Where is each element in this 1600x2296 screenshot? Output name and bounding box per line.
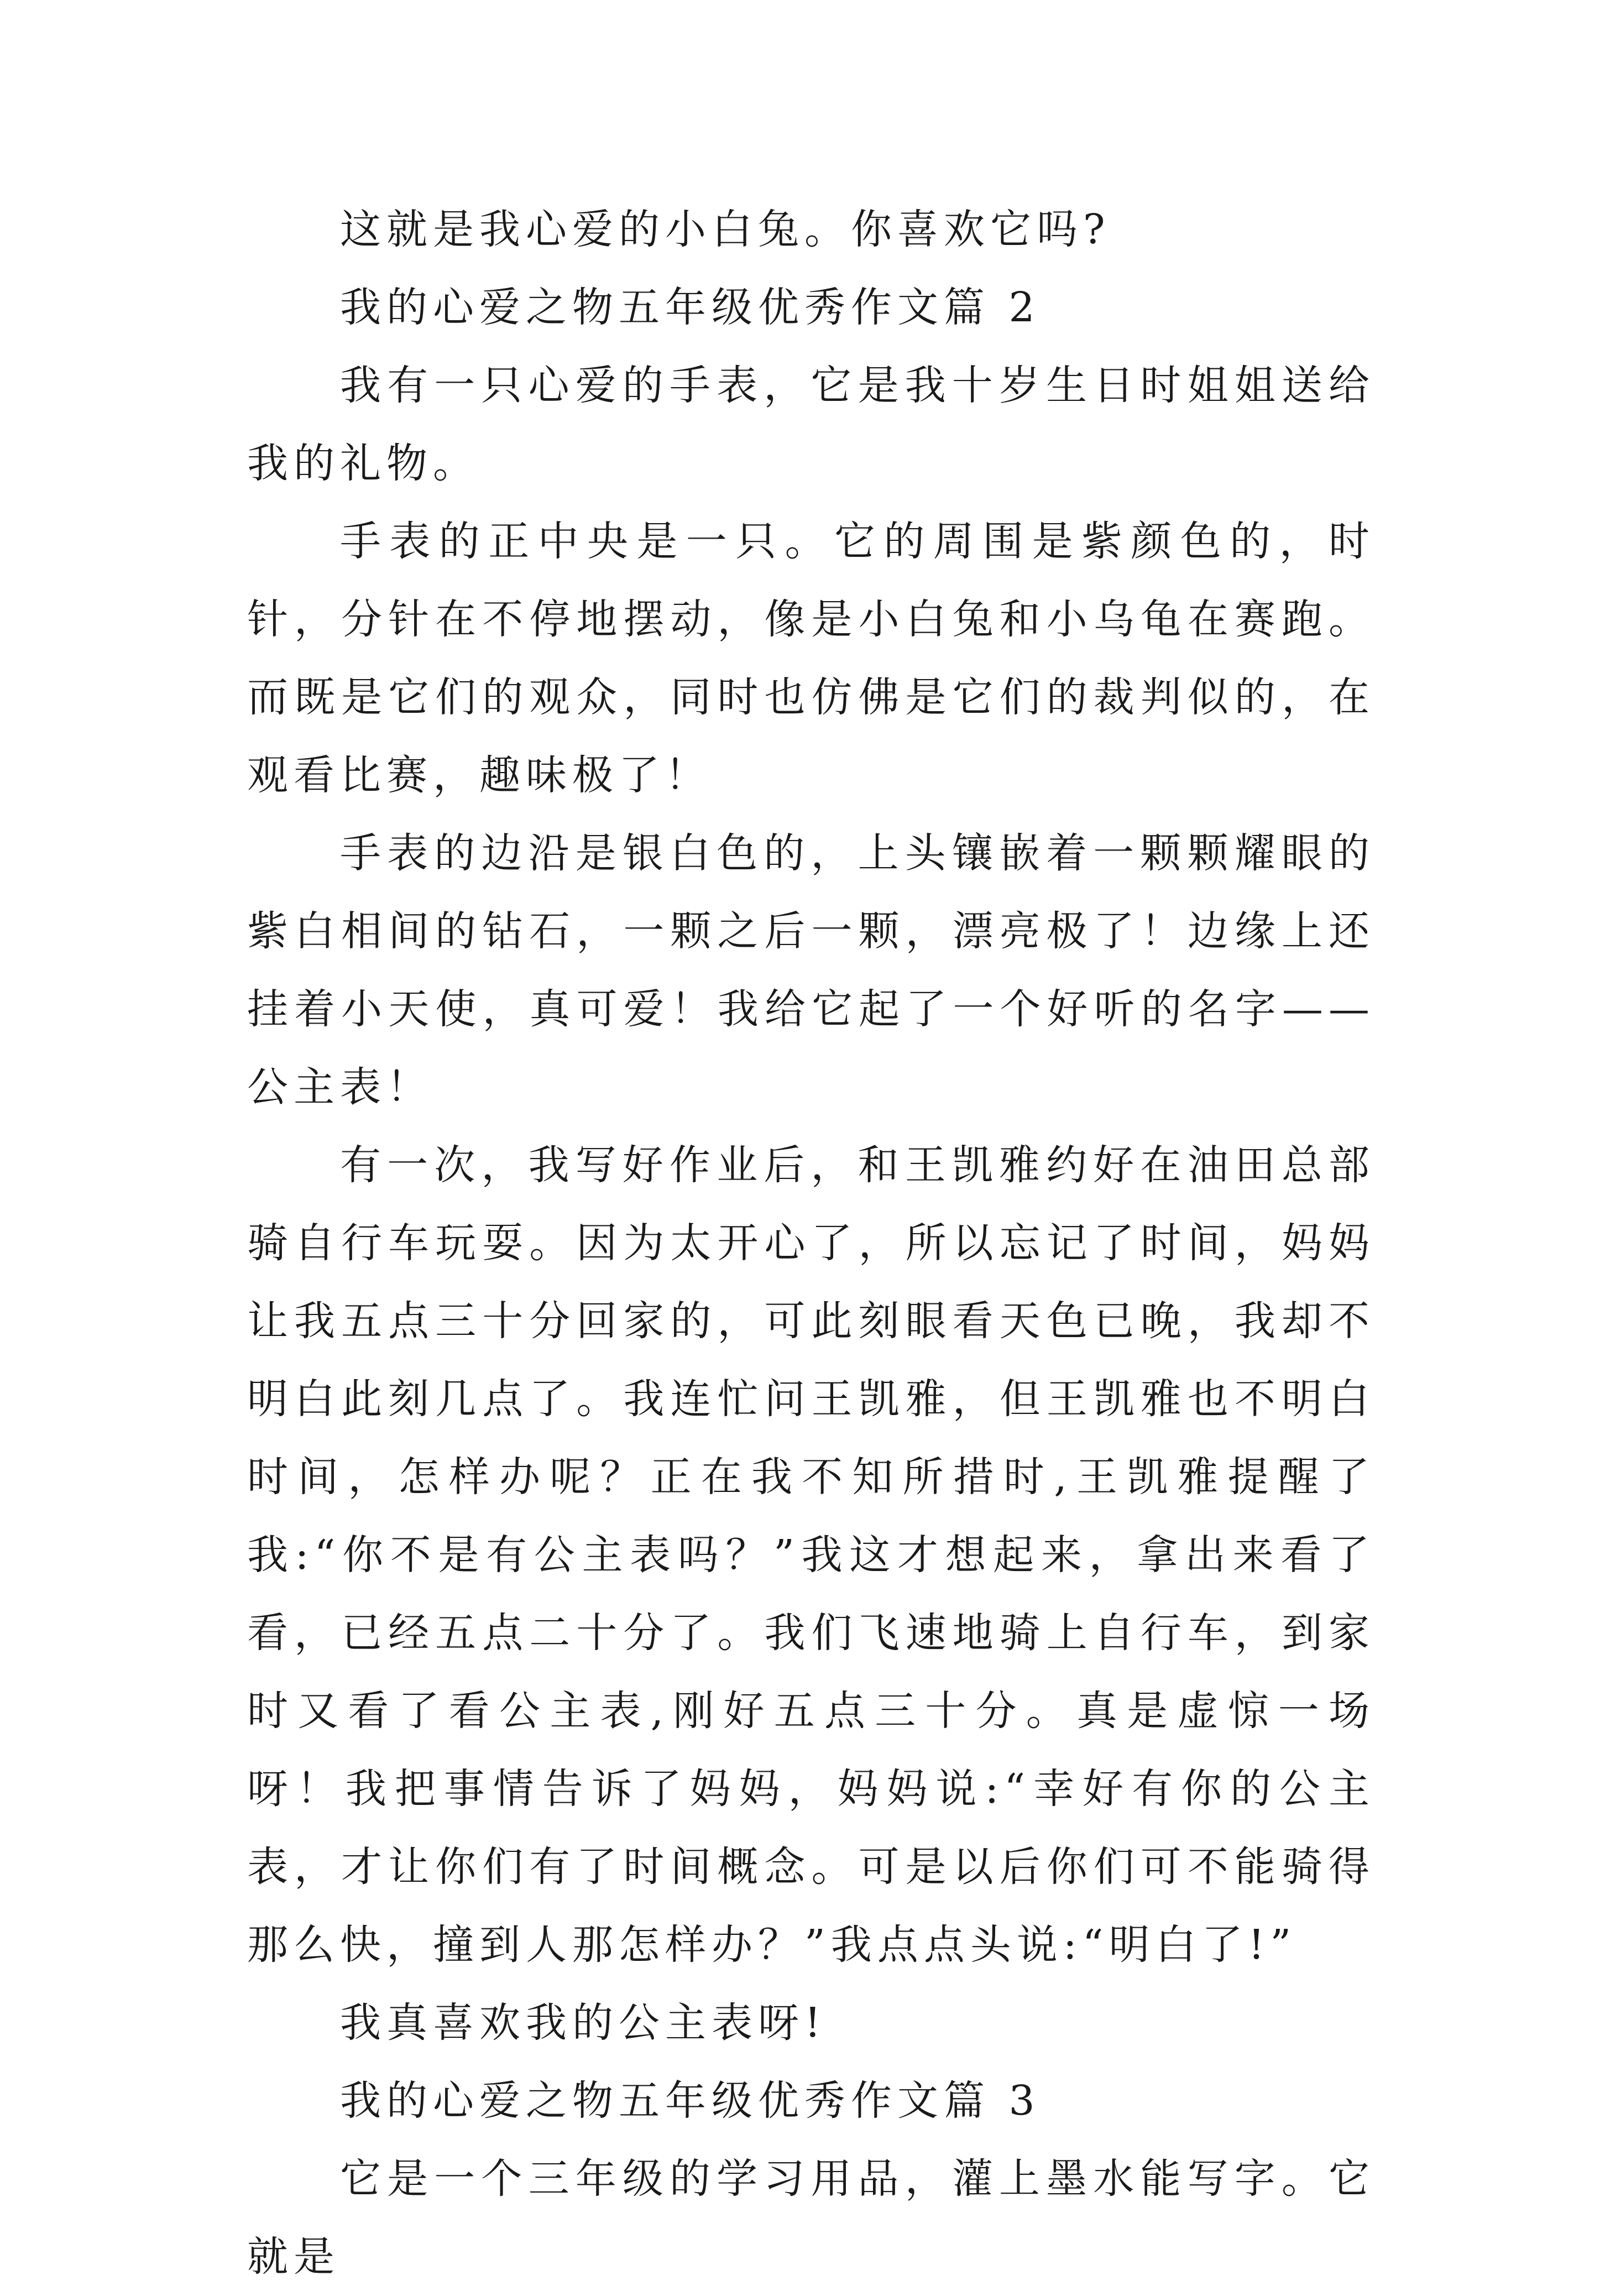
document-body: [247, 191, 1375, 2296]
paragraph: 它是一个三年级的学习用品，灌上墨水能写字。它就是: [247, 2155, 1375, 2281]
paragraph: 手表的边沿是银白色的，上头镶嵌着一颗颗耀眼的紫白相间的钻石，一颗之后一颗，漂亮极了！边缘上还挂着小天使，真可爱！我给它起了一个好听的名字——公主表！: [247, 829, 1375, 1111]
section-heading: 我的心爱之物五年级优秀作文篇 3: [340, 2077, 1040, 2125]
paragraph: 我真喜欢我的公主表呀!: [340, 1999, 827, 2047]
paragraph: 这就是我心爱的小白兔。你喜欢它吗?: [340, 206, 1111, 253]
paragraph: 手表的正中央是一只。它的周围是紫颜色的，时针，分针在不停地摆动，像是小白兔和小乌龟在赛跑。而既是它们的观众，同时也仿佛是它们的裁判似的，在观看比赛，趣味极了！: [247, 518, 1375, 799]
paragraph: 我有一只心爱的手表，它是我十岁生日时姐姐送给我的礼物。: [247, 362, 1375, 487]
section-heading: 我的心爱之物五年级优秀作文篇 2: [340, 284, 1040, 331]
paragraph: 有一次，我写好作业后，和王凯雅约好在油田总部骑自行车玩耍。因为太开心了，所以忘记了时间，妈妈让我五点三十分回家的，可此刻眼看天色已晚，我却不明白此刻几点了。我连忙问王凯雅，但王凯雅也不明白时间，怎样办呢？正在我不知所措时,王凯雅提醒了我:“你不是有公主表吗？”我这才想起来，拿出来看了看，已经五点二十分了。我们飞速地骑上自行车，到家时又看了看公主表,刚好五点三十分。真是虚惊一场呀！我把事情告诉了妈妈，妈妈说:“幸好有你的公主表，才让你们有了时间概念。可是以后你们可不能骑得那么快，撞到人那怎样办？”我点点头说:“明白了!”: [247, 1141, 1375, 1969]
